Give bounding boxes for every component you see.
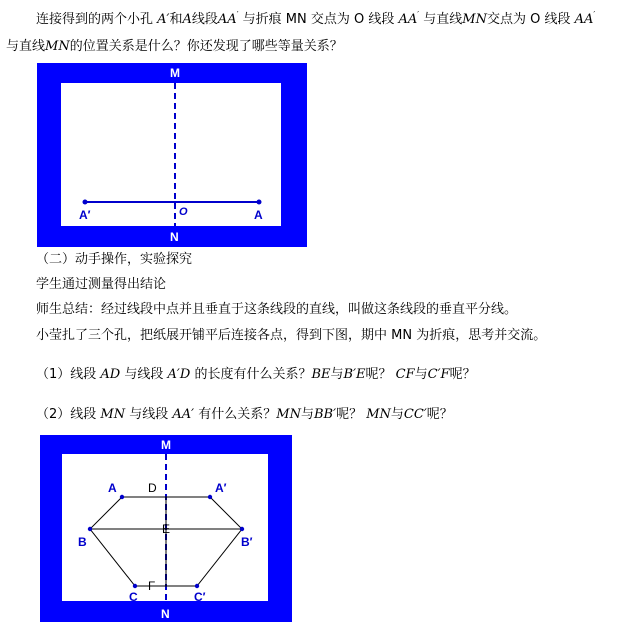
label-c-prime: C′ — [194, 590, 206, 604]
figure-1 — [37, 63, 307, 247]
point-b-prime — [240, 527, 244, 531]
label-m-2: M — [161, 438, 171, 452]
figure-1-paper — [61, 83, 281, 226]
point-c-prime — [195, 584, 199, 588]
intro-line-2: 与直线MN的位置关系是什么？你还发现了哪些等量关系？ — [6, 39, 343, 54]
point-a-prime — [83, 200, 88, 205]
label-b-prime: B′ — [241, 535, 253, 549]
point-a-2 — [120, 495, 124, 499]
label-a: A — [254, 208, 263, 222]
label-b: B — [78, 535, 87, 549]
label-e: E — [162, 522, 171, 536]
point-b — [88, 527, 92, 531]
label-o: O — [179, 206, 188, 218]
label-d: D — [148, 481, 157, 495]
point-c — [133, 584, 137, 588]
label-m: M — [170, 66, 180, 80]
teacher-summary: 师生总结：经过线段中点并且垂直于这条线段的直线，叫做这条线段的垂直平分线。 — [36, 302, 518, 317]
point-a — [257, 200, 262, 205]
point-a-prime-2 — [208, 495, 212, 499]
section-heading: （二）动手操作，实验探究 — [36, 252, 193, 267]
label-a-2: A — [108, 481, 117, 495]
label-f: F — [148, 579, 156, 593]
label-a-prime: A′ — [79, 208, 91, 222]
label-n-2: N — [161, 607, 170, 621]
question-1: （1）线段 AD 与线段 A′D 的长度有什么关系？BE与B′E呢？ CF与C′F呢？ — [36, 367, 476, 382]
conclusion-line: 学生通过测量得出结论 — [36, 277, 167, 292]
label-c: C — [129, 590, 138, 604]
figure-2 — [40, 435, 292, 622]
question-2: （2）线段 MN 与线段 AA′ 有什么关系？MN与BB′呢？ MN与CC′呢？ — [36, 407, 453, 422]
label-n: N — [170, 230, 179, 244]
task-line: 小莹扎了三个孔，把纸展开铺平后连接各点，得到下图，期中 MN 为折痕，思考并交流。 — [36, 328, 547, 343]
intro-line-1: 连接得到的两个小孔 A′和A线段AA′ 与折痕 MN 交点为 O 线段 AA′ 与直线MN交点为 O 线段 AA′ — [36, 10, 596, 27]
label-a-prime-2: A′ — [215, 481, 227, 495]
